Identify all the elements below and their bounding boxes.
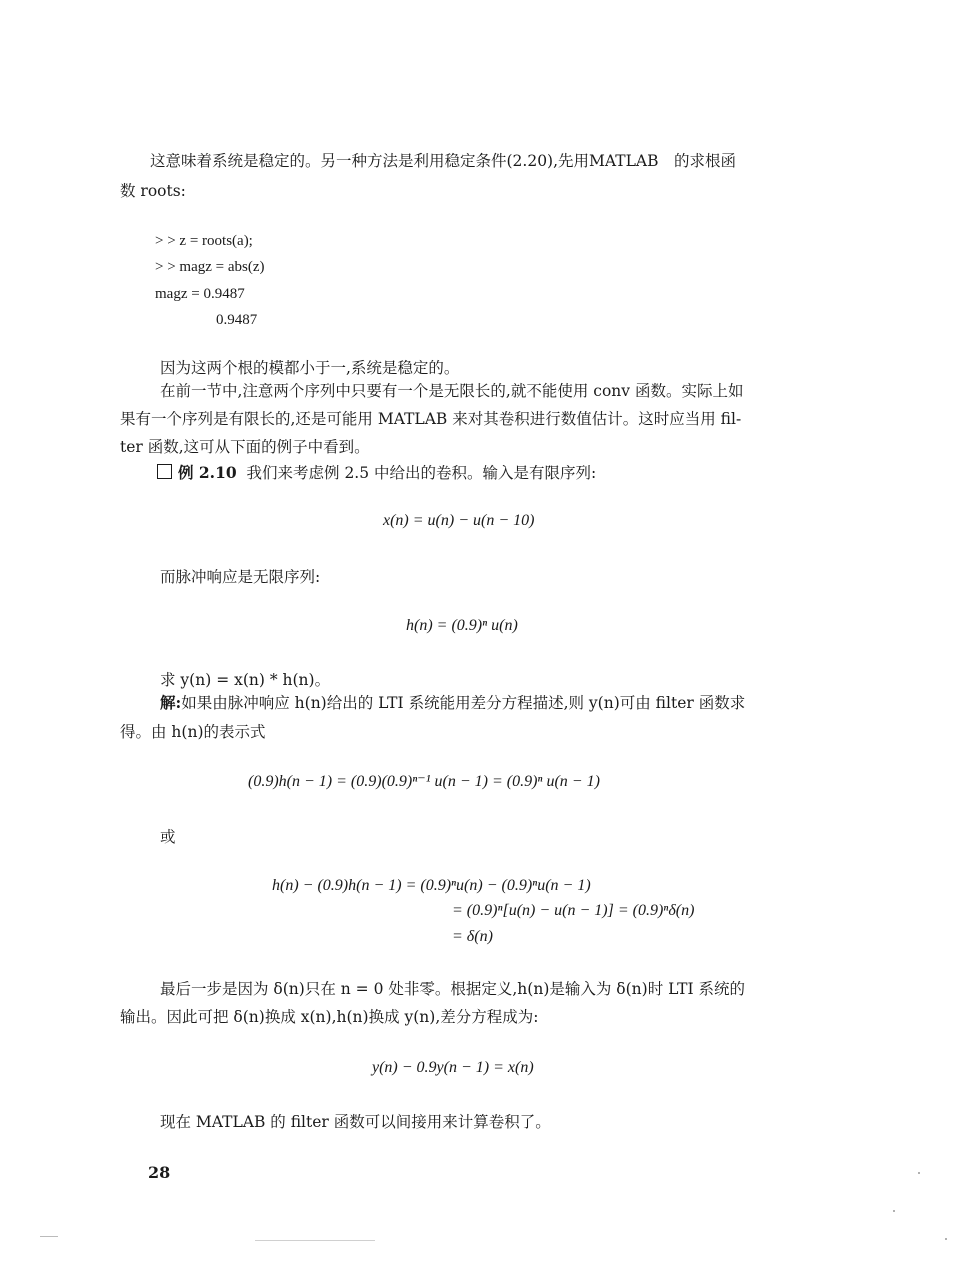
equation-difference-line3: = δ(n) [452,928,493,945]
paragraph-filter-line1: 在前一节中,注意两个序列中只要有一个是无限长的,就不能使用 conv 函数。实际上如 [160,382,744,400]
example-text: 我们来考虑例 2.5 中给出的卷积。输入是有限序列: [246,464,597,482]
solution-label: 解: [160,693,182,712]
scan-mark-bottom [255,1240,375,1241]
equation-shifted-impulse: (0.9)h(n − 1) = (0.9)(0.9)ⁿ⁻¹ u(n − 1) = (0.9)ⁿ u(n − 1) [248,773,600,790]
find-output-text: 求 y(n) = x(n) * h(n)。 [160,671,331,689]
last-step-line2: 输出。因此可把 δ(n)换成 x(n),h(n)换成 y(n),差分方程成为: [120,1008,539,1026]
code-line-roots: > > z = roots(a); [155,233,253,249]
solution-line1 [160,692,745,714]
paragraph-roots-stable: 因为这两个根的模都小于一,系统是稳定的。 [160,359,460,377]
last-step-line1: 最后一步是因为 δ(n)只在 n = 0 处非零。根据定义,h(n)是输入为 δ(n)时 LTI 系统的 [160,980,746,998]
equation-difference-line2: = (0.9)ⁿ[u(n) − u(n − 1)] = (0.9)ⁿδ(n) [452,902,695,919]
scan-dot-1 [918,1172,920,1174]
example-heading [157,462,596,484]
paragraph-filter-line3: ter 函数,这可从下面的例子中看到。 [120,438,370,456]
example-label: 例 2.10 [178,463,237,482]
solution-line2: 得。由 h(n)的表示式 [120,723,266,741]
example-box-icon [157,464,172,479]
impulse-response-text: 而脉冲响应是无限序列: [160,568,321,586]
code-line-magz-value2: 0.9487 [216,312,258,328]
code-line-magz: magz = 0.9487 [155,286,245,302]
scan-dot-2 [893,1210,895,1212]
or-text: 或 [160,828,176,846]
equation-input-sequence: x(n) = u(n) − u(n − 10) [383,512,535,529]
solution-text-line1: 如果由脉冲响应 h(n)给出的 LTI 系统能用差分方程描述,则 y(n)可由 filter 函数求 [181,694,746,712]
scan-mark-left [40,1236,58,1237]
code-line-abs: > > magz = abs(z) [155,259,265,275]
closing-text: 现在 MATLAB 的 filter 函数可以间接用来计算卷积了。 [160,1113,551,1131]
page-number: 28 [148,1163,171,1182]
equation-difference-final: y(n) − 0.9y(n − 1) = x(n) [372,1059,534,1076]
paragraph-stability-line1: 这意味着系统是稳定的。另一种方法是利用稳定条件(2.20),先用MATLAB 的求根函 [150,152,736,170]
equation-difference-line1: h(n) − (0.9)h(n − 1) = (0.9)ⁿu(n) − (0.9)ⁿu(n − 1) [272,877,591,894]
scan-dot-3 [945,1238,947,1240]
paragraph-stability-line2: 数 roots: [120,182,186,200]
equation-impulse-response: h(n) = (0.9)ⁿ u(n) [406,617,518,634]
paragraph-filter-line2: 果有一个序列是有限长的,还是可能用 MATLAB 来对其卷积进行数值估计。这时应当用 fil- [120,410,742,428]
